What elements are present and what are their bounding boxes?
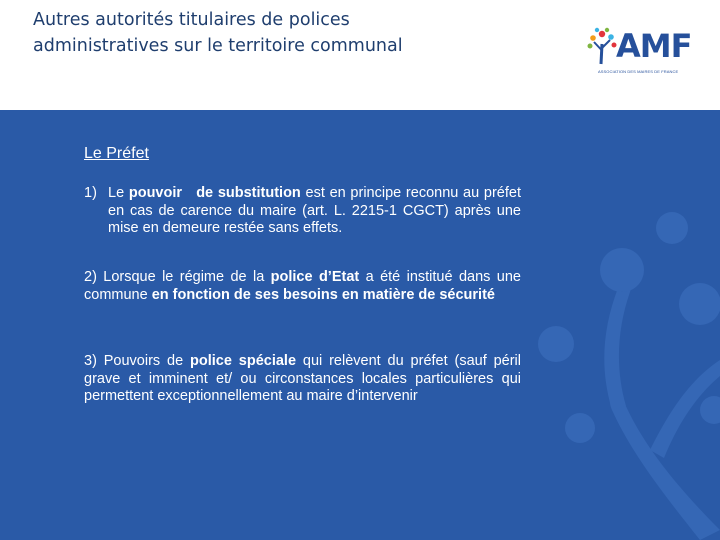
slide-content <box>0 110 720 540</box>
slide-title: Autres autorités titulaires de polices administratives sur le territoire communal <box>33 10 403 56</box>
paragraph-3 <box>84 353 521 406</box>
text-segment: est en principe reconnu au préfet en cas de carence du maire (art. L. 2215-1 CGCT) après une mise en demeure restée sans effets. <box>108 185 521 236</box>
bold-segment: police d’Etat <box>270 269 360 285</box>
bold-segment: pouvoir de substitution <box>128 185 301 201</box>
text-segment: qui relèvent du préfet (sauf péril grave et imminent et/ ou circonstances locales particulières qui permettent exceptionnellement au maire d’intervenir <box>84 353 521 404</box>
text-segment: Le <box>108 185 129 201</box>
bold-segment: police spéciale <box>190 353 297 369</box>
tree-people-logo-icon <box>586 26 618 66</box>
paragraph-2 <box>84 269 521 304</box>
logo-subtitle: ASSOCIATION DES MAIRES DE FRANCE <box>598 69 679 74</box>
text-segment: a été institué dans une commune <box>84 269 521 303</box>
slide-header <box>0 0 720 110</box>
paragraph-1 <box>84 185 521 238</box>
paragraph-1-body <box>108 185 521 238</box>
logo-wordmark: AMF <box>616 27 692 65</box>
bold-segment: en fonction de ses besoins en matière de sécurité <box>151 286 495 303</box>
text-segment: 2) Lorsque le régime de la <box>84 269 271 285</box>
item-number: 1) <box>84 185 97 201</box>
text-segment: 3) Pouvoirs de <box>84 353 191 369</box>
tree-watermark-icon <box>0 110 720 540</box>
section-title: Le Préfet <box>84 145 149 162</box>
amf-logo <box>586 24 690 80</box>
